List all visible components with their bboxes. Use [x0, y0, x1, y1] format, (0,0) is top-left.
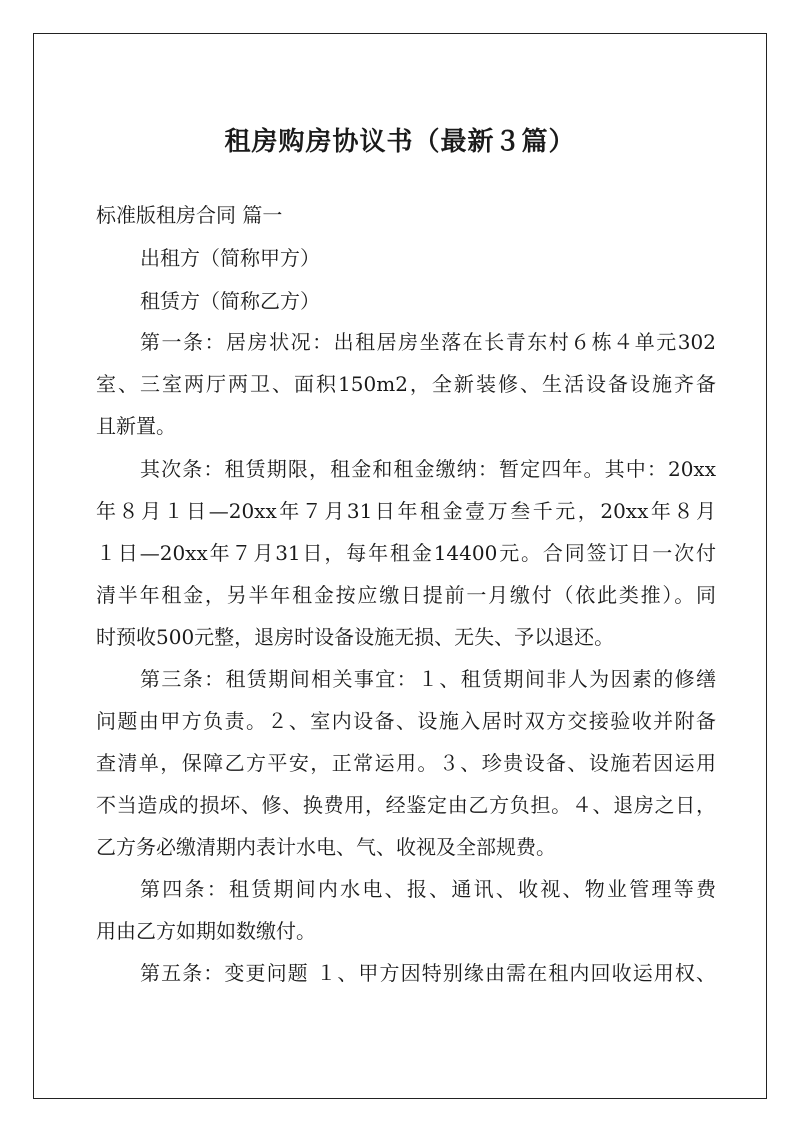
paragraph-line: 其次条：租赁期限，租金和租金缴纳：暂定四年。其中：20xx [140, 457, 716, 481]
paragraph-line: 查清单，保障乙方平安，正常运用。３、珍贵设备、设施若因运用 [96, 751, 716, 775]
paragraph-line: 第三条：租赁期间相关事宜：１、租赁期间非人为因素的修缮 [140, 667, 716, 691]
paragraph-line: 用由乙方如期如数缴付。 [96, 919, 316, 943]
paragraph-line: 不当造成的损坏、修、换费用，经鉴定由乙方负担。４、退房之日， [96, 793, 716, 817]
paragraph-line: 时预收500元整，退房时设备设施无损、无失、予以退还。 [96, 625, 615, 649]
paragraph-line: 第五条：变更问题 １、甲方因特别缘由需在租内回收运用权、 [140, 961, 716, 985]
paragraph-line: 租赁方（简称乙方） [140, 289, 320, 313]
paragraph-line: 第四条：租赁期间内水电、报、通讯、收视、物业管理等费 [140, 877, 716, 901]
paragraph-line: 清半年租金，另半年租金按应缴日提前一月缴付（依此类推）。同 [96, 583, 716, 607]
paragraph-line: 乙方务必缴清期内表计水电、气、收视及全部规费。 [96, 835, 556, 859]
paragraph-line: 且新置。 [96, 414, 176, 438]
section-heading: 标准版租房合同 篇一 [96, 203, 283, 227]
paragraph-line: 室、三室两厅两卫、面积150m2，全新装修、生活设备设施齐备 [96, 372, 716, 396]
paragraph-line: 问题由甲方负责。２、室内设备、设施入居时双方交接验收并附备 [96, 709, 716, 733]
paragraph-line: 第一条：居房状况：出租居房坐落在长青东村６栋４单元302 [140, 330, 716, 354]
document-title: 租房购房协议书（最新３篇） [224, 127, 576, 157]
paragraph-line: 出租方（简称甲方） [140, 246, 320, 270]
paragraph-line: 年８月１日—20xx年７月31日年租金壹万叁千元，20xx年８月 [96, 499, 716, 523]
paragraph-line: １日—20xx年７月31日，每年租金14400元。合同签订日一次付 [96, 541, 716, 565]
